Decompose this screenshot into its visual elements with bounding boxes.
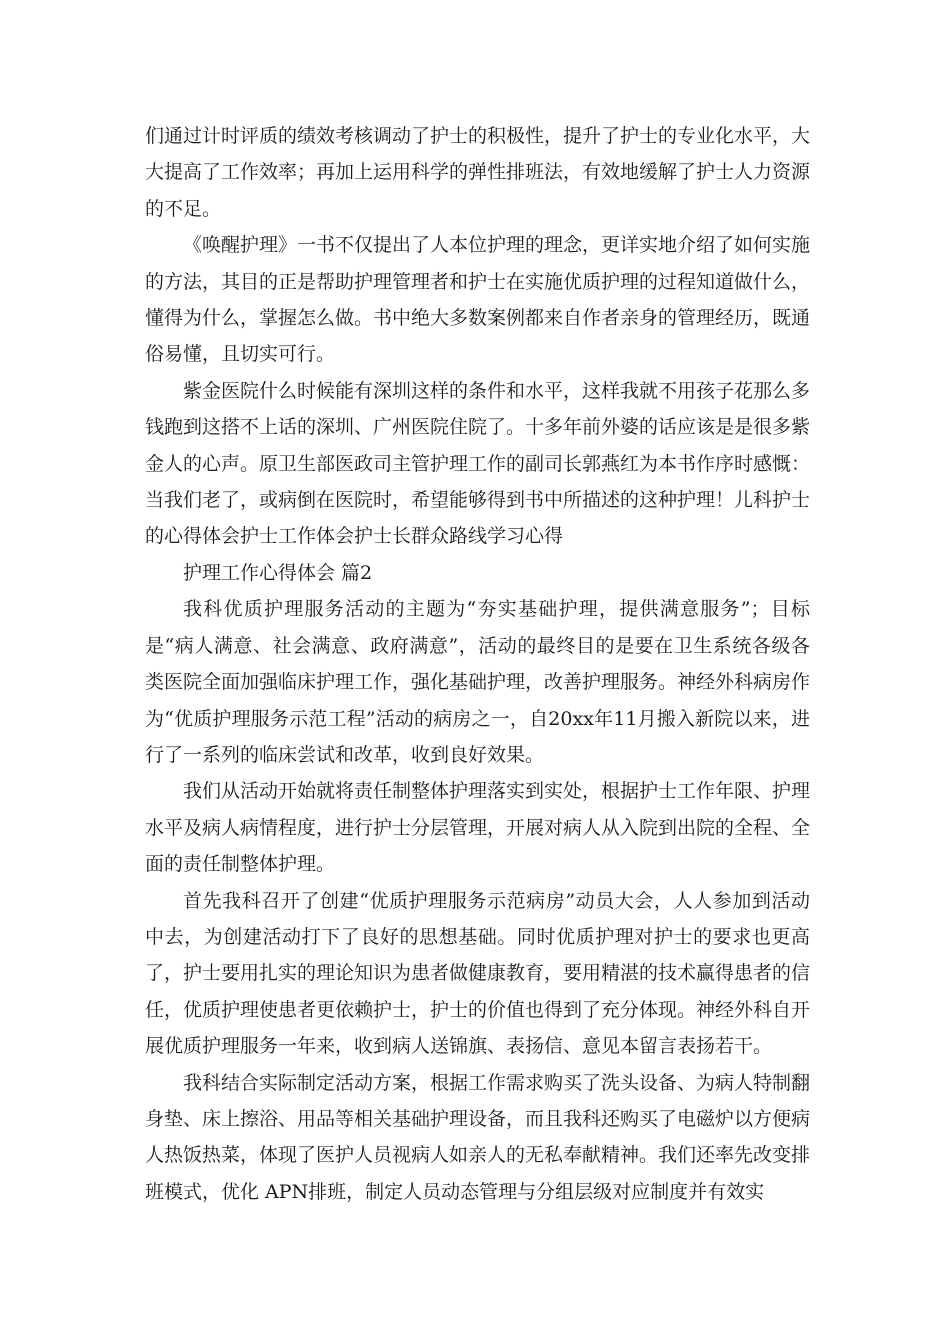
paragraph-responsibility-care: 我们从活动开始就将责任制整体护理落实到实处，根据护士工作年限、护理水平及病人病情程度，进行护士分层管理，开展对病人从入院到出院的全程、全面的责任制整体护理。	[145, 780, 811, 876]
paragraph-book-intro: 《唤醒护理》一书不仅提出了人本位护理的理念，更详实地介绍了如何实施的方法，其目的正是帮助护理管理者和护士在实施优质护理的过程知道做什么，懂得为什么，掌握怎么做。书中绝大多数案例都来自作者亲身的管理经历，既通俗易懂，且切实可行。	[145, 234, 811, 366]
paragraph-activity-theme: 我科优质护理服务活动的主题为“夯实基础护理，提供满意服务”；目标是“病人满意、社会满意、政府满意”，活动的最终目的是要在卫生系统各级各类医院全面加强临床护理工作，强化基础护理，改善护理服务。神经外科病房作为“优质护理服务示范工程”活动的病房之一，自20xx年11月搬入新院以来，进行了一系列的临床尝试和改革，收到良好效果。	[145, 598, 811, 766]
paragraph-action-plan: 我科结合实际制定活动方案，根据工作需求购买了洗头设备、为病人特制翻身垫、床上擦浴、用品等相关基础护理设备，而且我科还购买了电磁炉以方便病人热饭热菜，体现了医护人员视病人如亲人的无私奉献精神。我们还率先改变排班模式，优化 APN排班，制定人员动态管理与分组层级对应制度并有效实	[145, 1071, 811, 1203]
paragraph-continued: 们通过计时评质的绩效考核调动了护士的积极性，提升了护士的专业化水平，大大提高了工作效率；再加上运用科学的弹性排班法，有效地缓解了护士人力资源的不足。	[145, 125, 811, 220]
paragraph-mobilization: 首先我科召开了创建“优质护理服务示范病房”动员大会，人人参加到活动中去，为创建活动打下了良好的思想基础。同时优质护理对护士的要求也更高了，护士要用扎实的理论知识为患者做健康教育，要用精湛的技术赢得患者的信任，优质护理使患者更依赖护士，护士的价值也得到了充分体现。神经外科自开展优质护理服务一年来，收到病人送锦旗、表扬信、意见本留言表扬若干。	[145, 889, 811, 1058]
section-heading: 护理工作心得体会 篇2	[183, 561, 373, 584]
document-page	[145, 118, 810, 1210]
paragraph-zijin-hospital: 紫金医院什么时候能有深圳这样的条件和水平，这样我就不用孩子花那么多钱跑到这搭不上话的深圳、广州医院住院了。十多年前外婆的话应该是是很多紫金人的心声。原卫生部医政司主管护理工作的副司长郭燕红为本书作序时感慨：当我们老了，或病倒在医院时，希望能够得到书中所描述的这种护理！儿科护士的心得体会护士工作体会护士长群众路线学习心得	[145, 379, 811, 548]
